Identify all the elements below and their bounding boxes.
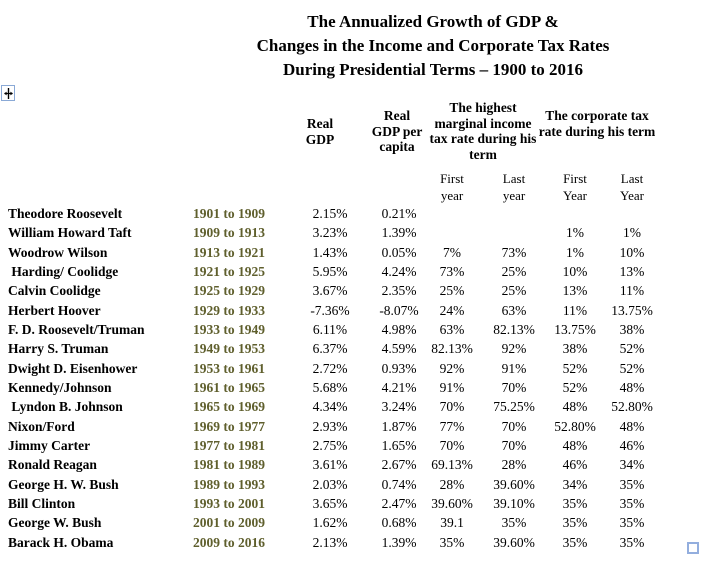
president-name: F. D. Roosevelt/Truman: [8, 322, 145, 337]
term-years: 2009 to 2016: [193, 535, 265, 550]
corporate-tax-first-year-value: 11%: [562, 303, 588, 318]
income-tax-first-year-value: 73%: [439, 264, 465, 279]
corporate-tax-last-year-value: 52%: [619, 341, 645, 356]
income-tax-last-year-value: 92%: [501, 341, 527, 356]
income-tax-last-year-value: 70%: [501, 419, 527, 434]
income-tax-first-year-value: 91%: [439, 380, 465, 395]
real-gdp-per-capita-value: 2.47%: [381, 496, 417, 511]
president-name: Harry S. Truman: [8, 341, 109, 356]
real-gdp-value: 2.75%: [312, 438, 348, 453]
income-tax-last-year-value: 39.60%: [493, 535, 535, 550]
corporate-tax-first-year-value: 35%: [562, 515, 588, 530]
real-gdp-value: 2.93%: [312, 419, 348, 434]
president-name: Harding/ Coolidge: [8, 264, 119, 279]
table-row: [0, 380, 708, 399]
president-name: George H. W. Bush: [8, 477, 119, 492]
corporate-tax-last-year-value: 38%: [619, 322, 645, 337]
real-gdp-per-capita-value: 1.39%: [381, 225, 417, 240]
real-gdp-value: 3.67%: [312, 283, 348, 298]
real-gdp-value: 3.23%: [312, 225, 348, 240]
real-gdp-value: 2.72%: [312, 361, 348, 376]
term-years: 1953 to 1961: [193, 361, 265, 376]
corporate-tax-last-year-value: 1%: [623, 225, 641, 240]
income-tax-first-year-value: 25%: [439, 283, 465, 298]
real-gdp-per-capita-value: -8.07%: [379, 303, 419, 318]
real-gdp-value: 3.65%: [312, 496, 348, 511]
president-name: Barack H. Obama: [8, 535, 114, 550]
corporate-tax-last-year-value: 35%: [619, 496, 645, 511]
term-years: 1925 to 1929: [193, 283, 265, 298]
corporate-tax-last-year-value: 11%: [619, 283, 645, 298]
income-tax-last-year-value: 70%: [501, 438, 527, 453]
corporate-tax-last-year-value: 10%: [619, 245, 645, 260]
column-header-income-tax-group: The highest marginal income tax rate during his term: [429, 100, 537, 162]
corporate-tax-first-year-value: 1%: [566, 245, 584, 260]
real-gdp-value: 6.37%: [312, 341, 348, 356]
column-header-real-gdp-per-capita: Real GDP per capita: [371, 108, 423, 154]
president-name: Jimmy Carter: [8, 438, 91, 453]
real-gdp-value: 4.34%: [312, 399, 348, 414]
table-row: [0, 457, 708, 476]
column-header-corporate-tax-group: The corporate tax rate during his term: [538, 108, 656, 139]
corporate-tax-last-year-value: 52%: [619, 361, 645, 376]
income-tax-last-year-value: 75.25%: [493, 399, 535, 414]
income-tax-first-year-value: 28%: [439, 477, 465, 492]
real-gdp-per-capita-value: 3.24%: [381, 399, 417, 414]
term-years: 1993 to 2001: [193, 496, 265, 511]
subheader-corporate-first-year: First Year: [563, 171, 587, 203]
income-tax-first-year-value: 39.60%: [431, 496, 473, 511]
income-tax-last-year-value: 82.13%: [493, 322, 535, 337]
term-years: 1961 to 1965: [193, 380, 265, 395]
corporate-tax-first-year-value: 48%: [562, 438, 588, 453]
president-name: Bill Clinton: [8, 496, 76, 511]
table-row: [0, 206, 708, 225]
corporate-tax-last-year-value: 48%: [619, 419, 645, 434]
corporate-tax-last-year-value: 13%: [619, 264, 645, 279]
income-tax-first-year-value: 77%: [439, 419, 465, 434]
table-row: [0, 496, 708, 515]
table-row: [0, 283, 708, 302]
income-tax-last-year-value: 70%: [501, 380, 527, 395]
president-name: Herbert Hoover: [8, 303, 101, 318]
term-years: 1969 to 1977: [193, 419, 265, 434]
real-gdp-per-capita-value: 2.67%: [381, 457, 417, 472]
president-name: Woodrow Wilson: [8, 245, 108, 260]
term-years: 1949 to 1953: [193, 341, 265, 356]
title-line-3: During Presidential Terms – 1900 to 2016: [282, 60, 584, 79]
corporate-tax-last-year-value: 35%: [619, 515, 645, 530]
table-row: [0, 245, 708, 264]
corporate-tax-last-year-value: 35%: [619, 535, 645, 550]
term-years: 1977 to 1981: [193, 438, 265, 453]
income-tax-first-year-value: 24%: [439, 303, 465, 318]
term-years: 1913 to 1921: [193, 245, 265, 260]
president-name: Lyndon B. Johnson: [8, 399, 123, 414]
income-tax-last-year-value: 28%: [501, 457, 527, 472]
table-row: [0, 322, 708, 341]
term-years: 1921 to 1925: [193, 264, 265, 279]
term-years: 2001 to 2009: [193, 515, 265, 530]
table-row: [0, 477, 708, 496]
term-years: 1981 to 1989: [193, 457, 265, 472]
president-name: Ronald Reagan: [8, 457, 97, 472]
income-tax-first-year-value: 70%: [439, 399, 465, 414]
president-name: Theodore Roosevelt: [8, 206, 123, 221]
president-name: Dwight D. Eisenhower: [8, 361, 138, 376]
income-tax-first-year-value: 63%: [439, 322, 465, 337]
real-gdp-value: 3.61%: [312, 457, 348, 472]
income-tax-last-year-value: 25%: [501, 283, 527, 298]
corporate-tax-last-year-value: 48%: [619, 380, 645, 395]
president-name: George W. Bush: [8, 515, 102, 530]
corporate-tax-first-year-value: 34%: [562, 477, 588, 492]
table-row: [0, 515, 708, 534]
real-gdp-per-capita-value: 1.65%: [381, 438, 417, 453]
corporate-tax-last-year-value: 46%: [619, 438, 645, 453]
corporate-tax-first-year-value: 38%: [562, 341, 588, 356]
corporate-tax-last-year-value: 13.75%: [611, 303, 653, 318]
real-gdp-value: 2.15%: [312, 206, 348, 221]
income-tax-first-year-value: 70%: [439, 438, 465, 453]
title-line-1: The Annualized Growth of GDP &: [307, 12, 559, 31]
president-name: Kennedy/Johnson: [8, 380, 112, 395]
real-gdp-per-capita-value: 0.68%: [381, 515, 417, 530]
subheader-income-first-year: First year: [440, 171, 464, 203]
income-tax-first-year-value: 39.1: [440, 515, 464, 530]
table-row: [0, 225, 708, 244]
title-line-2: Changes in the Income and Corporate Tax Rates: [256, 36, 610, 55]
corporate-tax-first-year-value: 52%: [562, 361, 588, 376]
corporate-tax-first-year-value: 48%: [562, 399, 588, 414]
real-gdp-value: 2.13%: [312, 535, 348, 550]
subheader-income-last-year: Last year: [502, 171, 526, 203]
table-row: [0, 303, 708, 322]
real-gdp-value: 2.03%: [312, 477, 348, 492]
income-tax-last-year-value: 73%: [501, 245, 527, 260]
income-tax-first-year-value: 82.13%: [431, 341, 473, 356]
income-tax-last-year-value: 63%: [501, 303, 527, 318]
term-years: 1965 to 1969: [193, 399, 265, 414]
real-gdp-per-capita-value: 4.98%: [381, 322, 417, 337]
real-gdp-value: 1.62%: [312, 515, 348, 530]
real-gdp-value: 1.43%: [312, 245, 348, 260]
income-tax-last-year-value: 25%: [501, 264, 527, 279]
income-tax-first-year-value: 35%: [439, 535, 465, 550]
corporate-tax-first-year-value: 52%: [562, 380, 588, 395]
term-years: 1929 to 1933: [193, 303, 265, 318]
table-row: [0, 535, 708, 554]
corporate-tax-first-year-value: 35%: [562, 535, 588, 550]
real-gdp-per-capita-value: 0.74%: [381, 477, 417, 492]
real-gdp-value: -7.36%: [310, 303, 350, 318]
real-gdp-per-capita-value: 4.59%: [381, 341, 417, 356]
income-tax-last-year-value: 35%: [501, 515, 527, 530]
table-row: [0, 264, 708, 283]
president-name: William Howard Taft: [8, 225, 132, 240]
corporate-tax-last-year-value: 35%: [619, 477, 645, 492]
term-years: 1933 to 1949: [193, 322, 265, 337]
real-gdp-per-capita-value: 0.93%: [381, 361, 417, 376]
table-row: [0, 341, 708, 360]
real-gdp-value: 5.68%: [312, 380, 348, 395]
term-years: 1989 to 1993: [193, 477, 265, 492]
real-gdp-per-capita-value: 0.05%: [381, 245, 417, 260]
term-years: 1909 to 1913: [193, 225, 265, 240]
income-tax-last-year-value: 91%: [501, 361, 527, 376]
income-tax-last-year-value: 39.60%: [493, 477, 535, 492]
income-tax-last-year-value: 39.10%: [493, 496, 535, 511]
real-gdp-per-capita-value: 4.21%: [381, 380, 417, 395]
column-header-real-gdp: Real GDP: [305, 116, 335, 147]
table-row: [0, 399, 708, 418]
corporate-tax-first-year-value: 46%: [562, 457, 588, 472]
corporate-tax-first-year-value: 13%: [562, 283, 588, 298]
real-gdp-per-capita-value: 2.35%: [381, 283, 417, 298]
real-gdp-per-capita-value: 1.39%: [381, 535, 417, 550]
income-tax-first-year-value: 69.13%: [431, 457, 473, 472]
real-gdp-per-capita-value: 1.87%: [381, 419, 417, 434]
corporate-tax-last-year-value: 34%: [619, 457, 645, 472]
corporate-tax-first-year-value: 1%: [566, 225, 584, 240]
table-row: [0, 361, 708, 380]
real-gdp-value: 6.11%: [312, 322, 348, 337]
income-tax-first-year-value: 7%: [443, 245, 461, 260]
corporate-tax-last-year-value: 52.80%: [611, 399, 653, 414]
corporate-tax-first-year-value: 35%: [562, 496, 588, 511]
president-name: Calvin Coolidge: [8, 283, 101, 298]
subheader-corporate-last-year: Last Year: [620, 171, 644, 203]
term-years: 1901 to 1909: [193, 206, 265, 221]
president-name: Nixon/Ford: [8, 419, 75, 434]
resize-anchor-icon[interactable]: [687, 542, 699, 554]
income-tax-first-year-value: 92%: [439, 361, 465, 376]
real-gdp-per-capita-value: 0.21%: [381, 206, 417, 221]
real-gdp-per-capita-value: 4.24%: [381, 264, 417, 279]
real-gdp-value: 5.95%: [312, 264, 348, 279]
table-row: [0, 419, 708, 438]
table-row: [0, 438, 708, 457]
corporate-tax-first-year-value: 52.80%: [554, 419, 596, 434]
corporate-tax-first-year-value: 13.75%: [554, 322, 596, 337]
corporate-tax-first-year-value: 10%: [562, 264, 588, 279]
